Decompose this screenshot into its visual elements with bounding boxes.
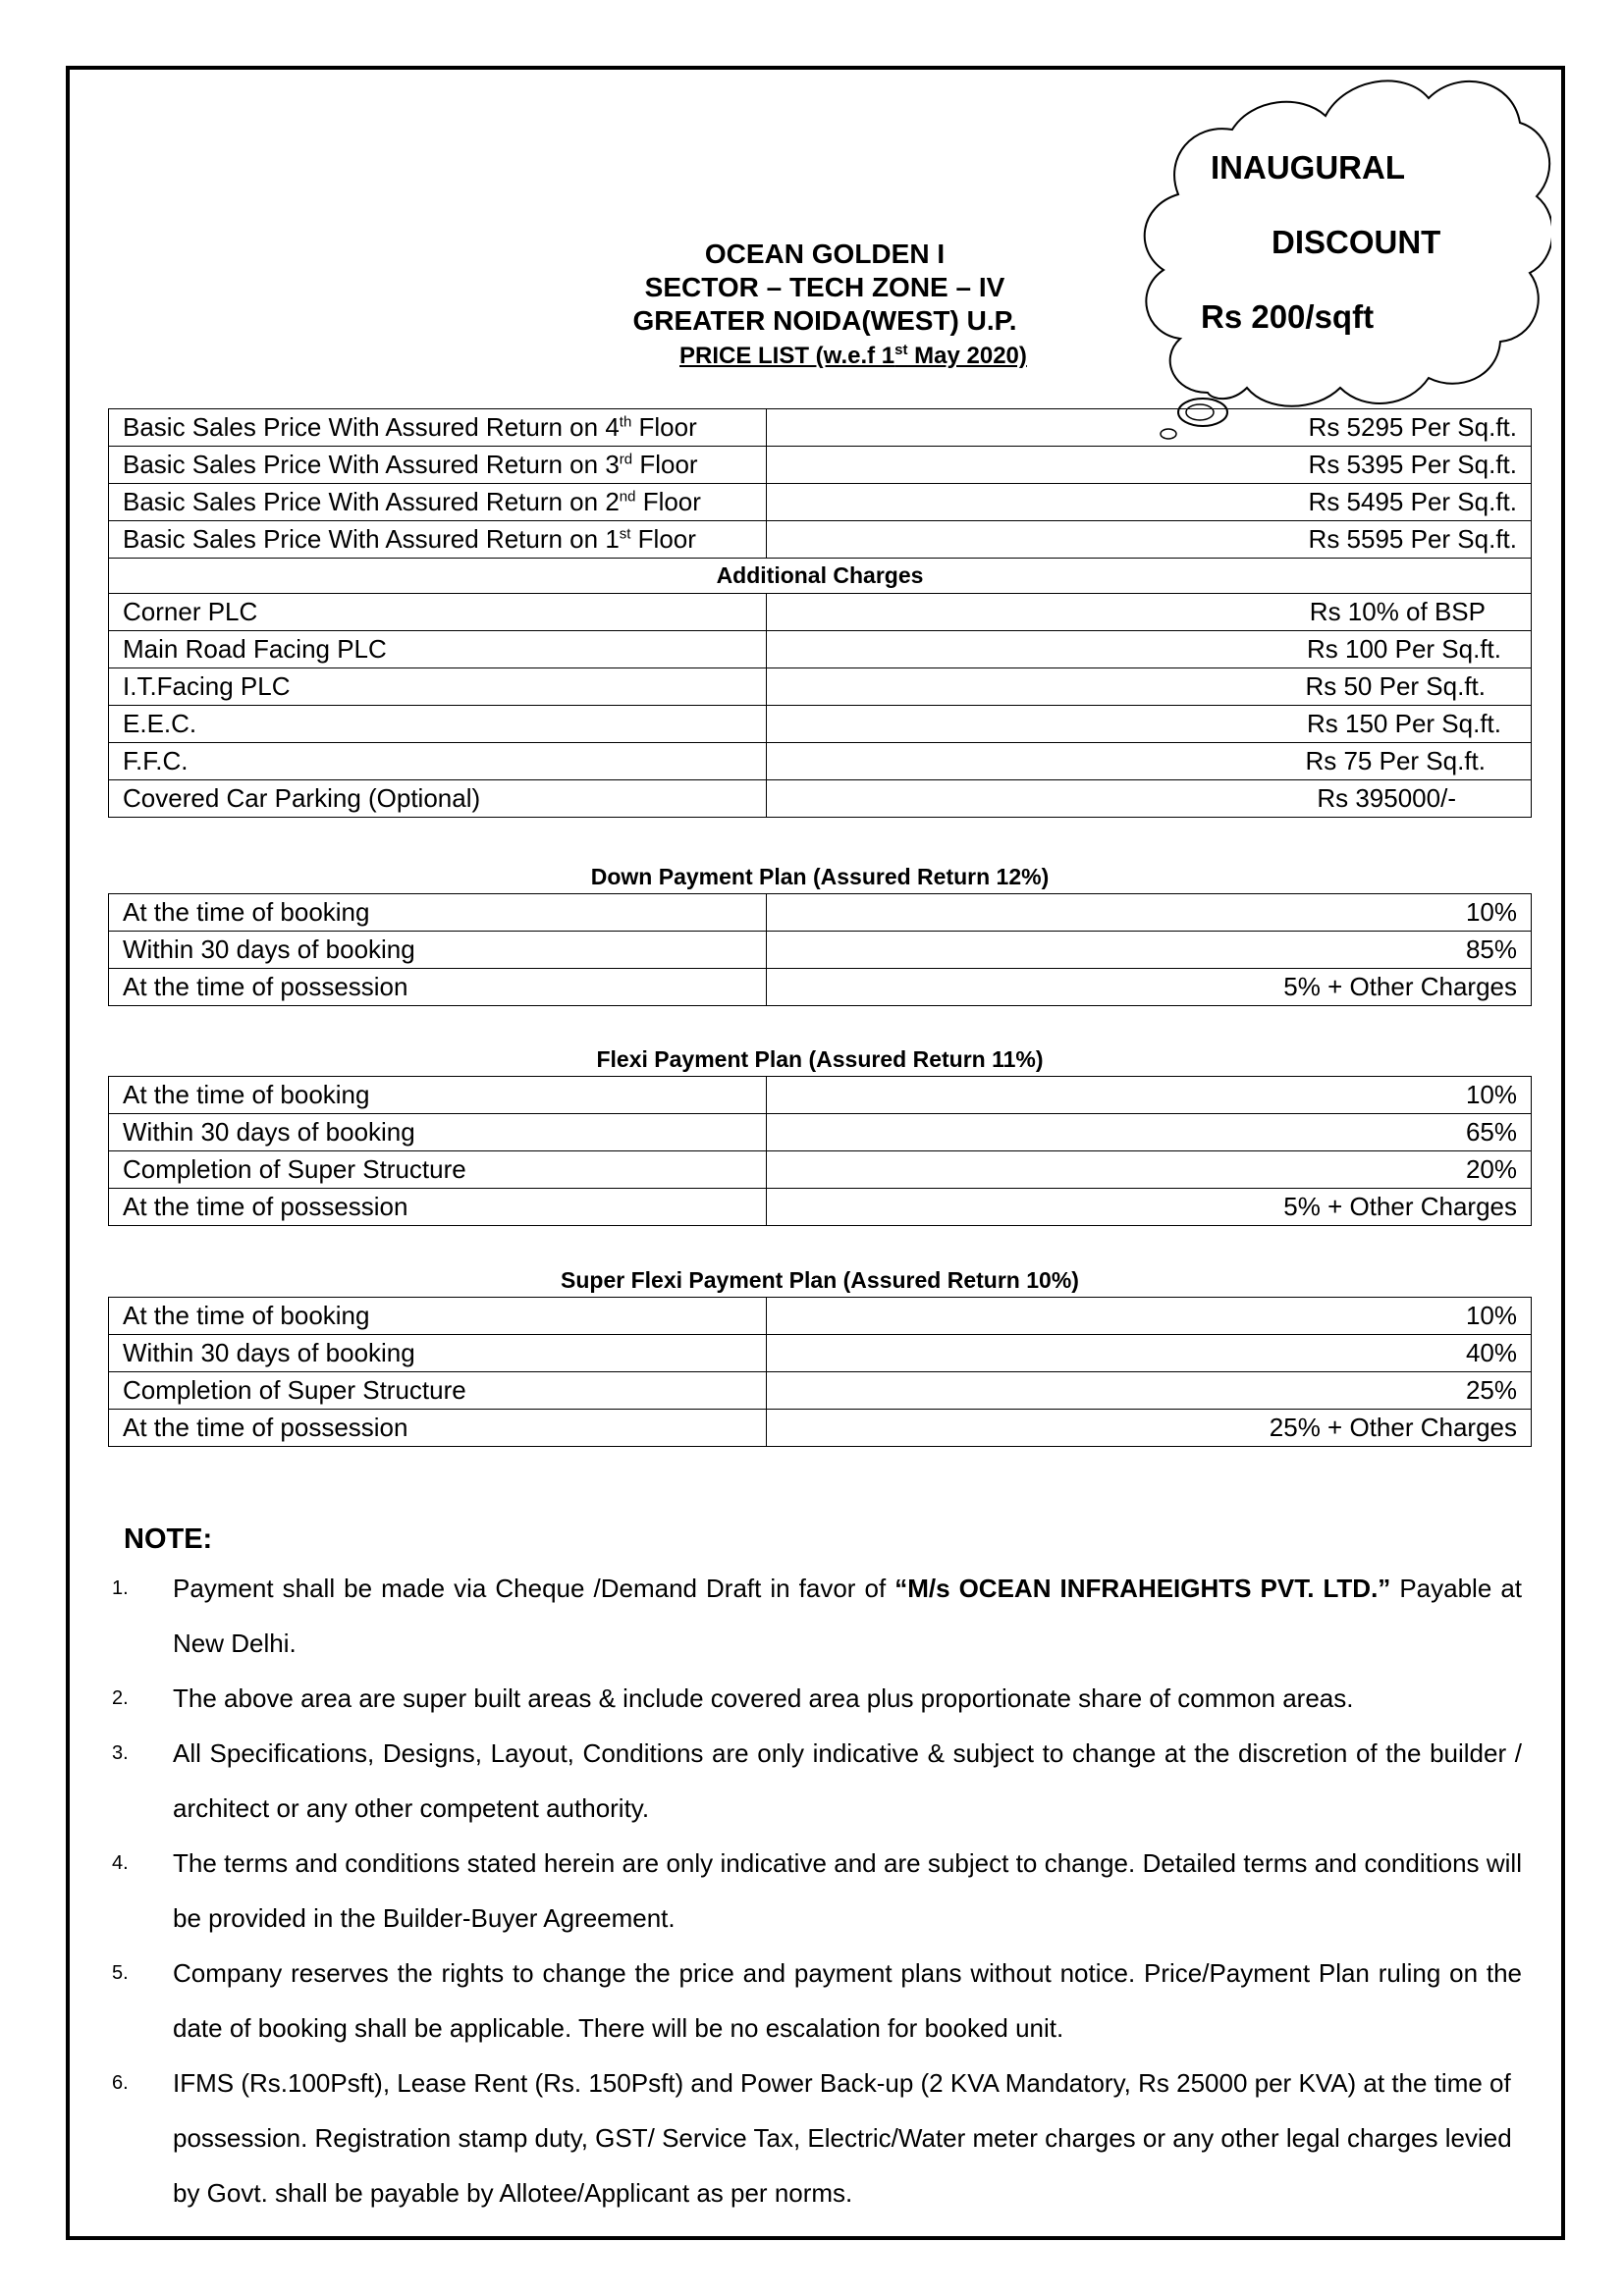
table-row <box>109 631 1532 668</box>
table-row <box>109 559 1532 594</box>
plan-stage: At the time of possession <box>109 969 767 1006</box>
bsp-value: Rs 5595 Per Sq.ft. <box>767 521 1532 559</box>
plan-value: 10% <box>767 1077 1532 1114</box>
flexi-plan-table <box>108 1076 1532 1226</box>
note-item: 1. Payment shall be made via Cheque /Demand Draft in favor of “M/s OCEAN INFRAHEIGHTS PVT. LTD.” Payable at New Delhi. <box>108 1561 1522 1671</box>
charge-value: Rs 150 Per Sq.ft. <box>767 706 1532 743</box>
table-row <box>109 932 1532 969</box>
bsp-label: Basic Sales Price With Assured Return on 2nd Floor <box>109 484 767 521</box>
cloud-line-1: INAUGURAL <box>1211 149 1405 186</box>
note-item: 3. All Specifications, Designs, Layout, Conditions are only indicative & subject to change at the discretion of the builder / architect or any other competent authority. <box>108 1726 1522 1836</box>
plan-value: 40% <box>767 1335 1532 1372</box>
bsp-label: Basic Sales Price With Assured Return on 1st Floor <box>109 521 767 559</box>
payee-name: “M/s OCEAN INFRAHEIGHTS PVT. LTD.” <box>894 1574 1391 1603</box>
table-row <box>109 484 1532 521</box>
bsp-table <box>108 408 1532 818</box>
table-row <box>109 706 1532 743</box>
charge-label: I.T.Facing PLC <box>109 668 767 706</box>
charge-label: Corner PLC <box>109 594 767 631</box>
down-plan-table <box>108 893 1532 1006</box>
charge-label: Main Road Facing PLC <box>109 631 767 668</box>
note-number: 6. <box>112 2072 129 2094</box>
table-row <box>109 1151 1532 1189</box>
flexi-plan-title: Flexi Payment Plan (Assured Return 11%) <box>596 1046 1044 1072</box>
plan-stage: Within 30 days of booking <box>109 932 767 969</box>
down-plan-title: Down Payment Plan (Assured Return 12%) <box>590 864 1050 889</box>
table-row <box>109 1372 1532 1410</box>
table-row <box>109 1410 1532 1447</box>
note-number: 5. <box>112 1962 129 1984</box>
plan-value: 10% <box>767 894 1532 932</box>
plan-stage: Completion of Super Structure <box>109 1372 767 1410</box>
project-sector: SECTOR – TECH ZONE – IV <box>644 272 1005 302</box>
plan-value: 5% + Other Charges <box>767 1189 1532 1226</box>
table-row <box>109 594 1532 631</box>
table-row <box>109 1114 1532 1151</box>
note-number: 2. <box>112 1687 129 1709</box>
additional-charges-heading: Additional Charges <box>109 559 1532 594</box>
project-name: OCEAN GOLDEN I <box>704 239 946 269</box>
super-flexi-plan-table <box>108 1297 1532 1447</box>
plan-value: 25% + Other Charges <box>767 1410 1532 1447</box>
charge-value: Rs 100 Per Sq.ft. <box>767 631 1532 668</box>
charge-value: Rs 10% of BSP <box>767 594 1532 631</box>
plan-value: 65% <box>767 1114 1532 1151</box>
table-row <box>109 780 1532 818</box>
table-row <box>109 969 1532 1006</box>
table-row <box>109 668 1532 706</box>
table-row <box>109 1335 1532 1372</box>
note-item: 6. IFMS (Rs.100Psft), Lease Rent (Rs. 150Psft) and Power Back-up (2 KVA Mandatory, Rs 25000 per KVA) at the time of possession. Registration stamp duty, GST/ Service Tax, Electric/Water meter charges or any other legal charges levied by Govt. shall be payable by Allotee/Applicant as per norms. <box>108 2056 1522 2220</box>
notes-heading: NOTE: <box>124 1523 213 1555</box>
table-row <box>109 743 1532 780</box>
cloud-line-2: DISCOUNT <box>1272 224 1441 260</box>
plan-value: 25% <box>767 1372 1532 1410</box>
plan-stage: At the time of booking <box>109 894 767 932</box>
note-number: 3. <box>112 1742 129 1764</box>
plan-value: 10% <box>767 1298 1532 1335</box>
bsp-label: Basic Sales Price With Assured Return on 4th Floor <box>109 409 767 447</box>
plan-value: 20% <box>767 1151 1532 1189</box>
bsp-value: Rs 5495 Per Sq.ft. <box>767 484 1532 521</box>
charge-value: Rs 75 Per Sq.ft. <box>767 743 1532 780</box>
table-row <box>109 894 1532 932</box>
super-flexi-plan-title: Super Flexi Payment Plan (Assured Return 10%) <box>561 1267 1079 1293</box>
table-row <box>109 409 1532 447</box>
note-number: 4. <box>112 1852 129 1874</box>
table-row <box>109 447 1532 484</box>
project-header <box>550 238 1100 338</box>
plan-stage: At the time of possession <box>109 1189 767 1226</box>
plan-stage: At the time of possession <box>109 1410 767 1447</box>
plan-value: 85% <box>767 932 1532 969</box>
project-location: GREATER NOIDA(WEST) U.P. <box>632 305 1017 336</box>
bsp-value: Rs 5295 Per Sq.ft. <box>767 409 1532 447</box>
plan-value: 5% + Other Charges <box>767 969 1532 1006</box>
charge-label: F.F.C. <box>109 743 767 780</box>
charge-label: E.E.C. <box>109 706 767 743</box>
note-number: 1. <box>112 1577 129 1599</box>
note-item: 2. The above area are super built areas & include covered area plus proportionate share of common areas. <box>108 1671 1522 1726</box>
notes-list <box>108 1561 1522 2220</box>
charge-label: Covered Car Parking (Optional) <box>109 780 767 818</box>
cloud-line-3: Rs 200/sqft <box>1201 298 1375 335</box>
plan-stage: Completion of Super Structure <box>109 1151 767 1189</box>
plan-stage: At the time of booking <box>109 1298 767 1335</box>
note-item: 5. Company reserves the rights to change the price and payment plans without notice. Price/Payment Plan ruling on the date of booking shall be applicable. There will be no escalation for booked unit. <box>108 1946 1522 2056</box>
price-list-title: PRICE LIST (w.e.f 1st May 2020) <box>679 342 1027 369</box>
bsp-label: Basic Sales Price With Assured Return on 3rd Floor <box>109 447 767 484</box>
table-row <box>109 1189 1532 1226</box>
plan-stage: Within 30 days of booking <box>109 1335 767 1372</box>
plan-stage: Within 30 days of booking <box>109 1114 767 1151</box>
table-row <box>109 521 1532 559</box>
note-item: 4. The terms and conditions stated herein are only indicative and are subject to change. Detailed terms and conditions will be provided in the Builder-Buyer Agreement. <box>108 1836 1522 1946</box>
table-row <box>109 1077 1532 1114</box>
table-row <box>109 1298 1532 1335</box>
plan-stage: At the time of booking <box>109 1077 767 1114</box>
charge-value: Rs 50 Per Sq.ft. <box>767 668 1532 706</box>
bsp-value: Rs 5395 Per Sq.ft. <box>767 447 1532 484</box>
charge-value: Rs 395000/- <box>767 780 1532 818</box>
